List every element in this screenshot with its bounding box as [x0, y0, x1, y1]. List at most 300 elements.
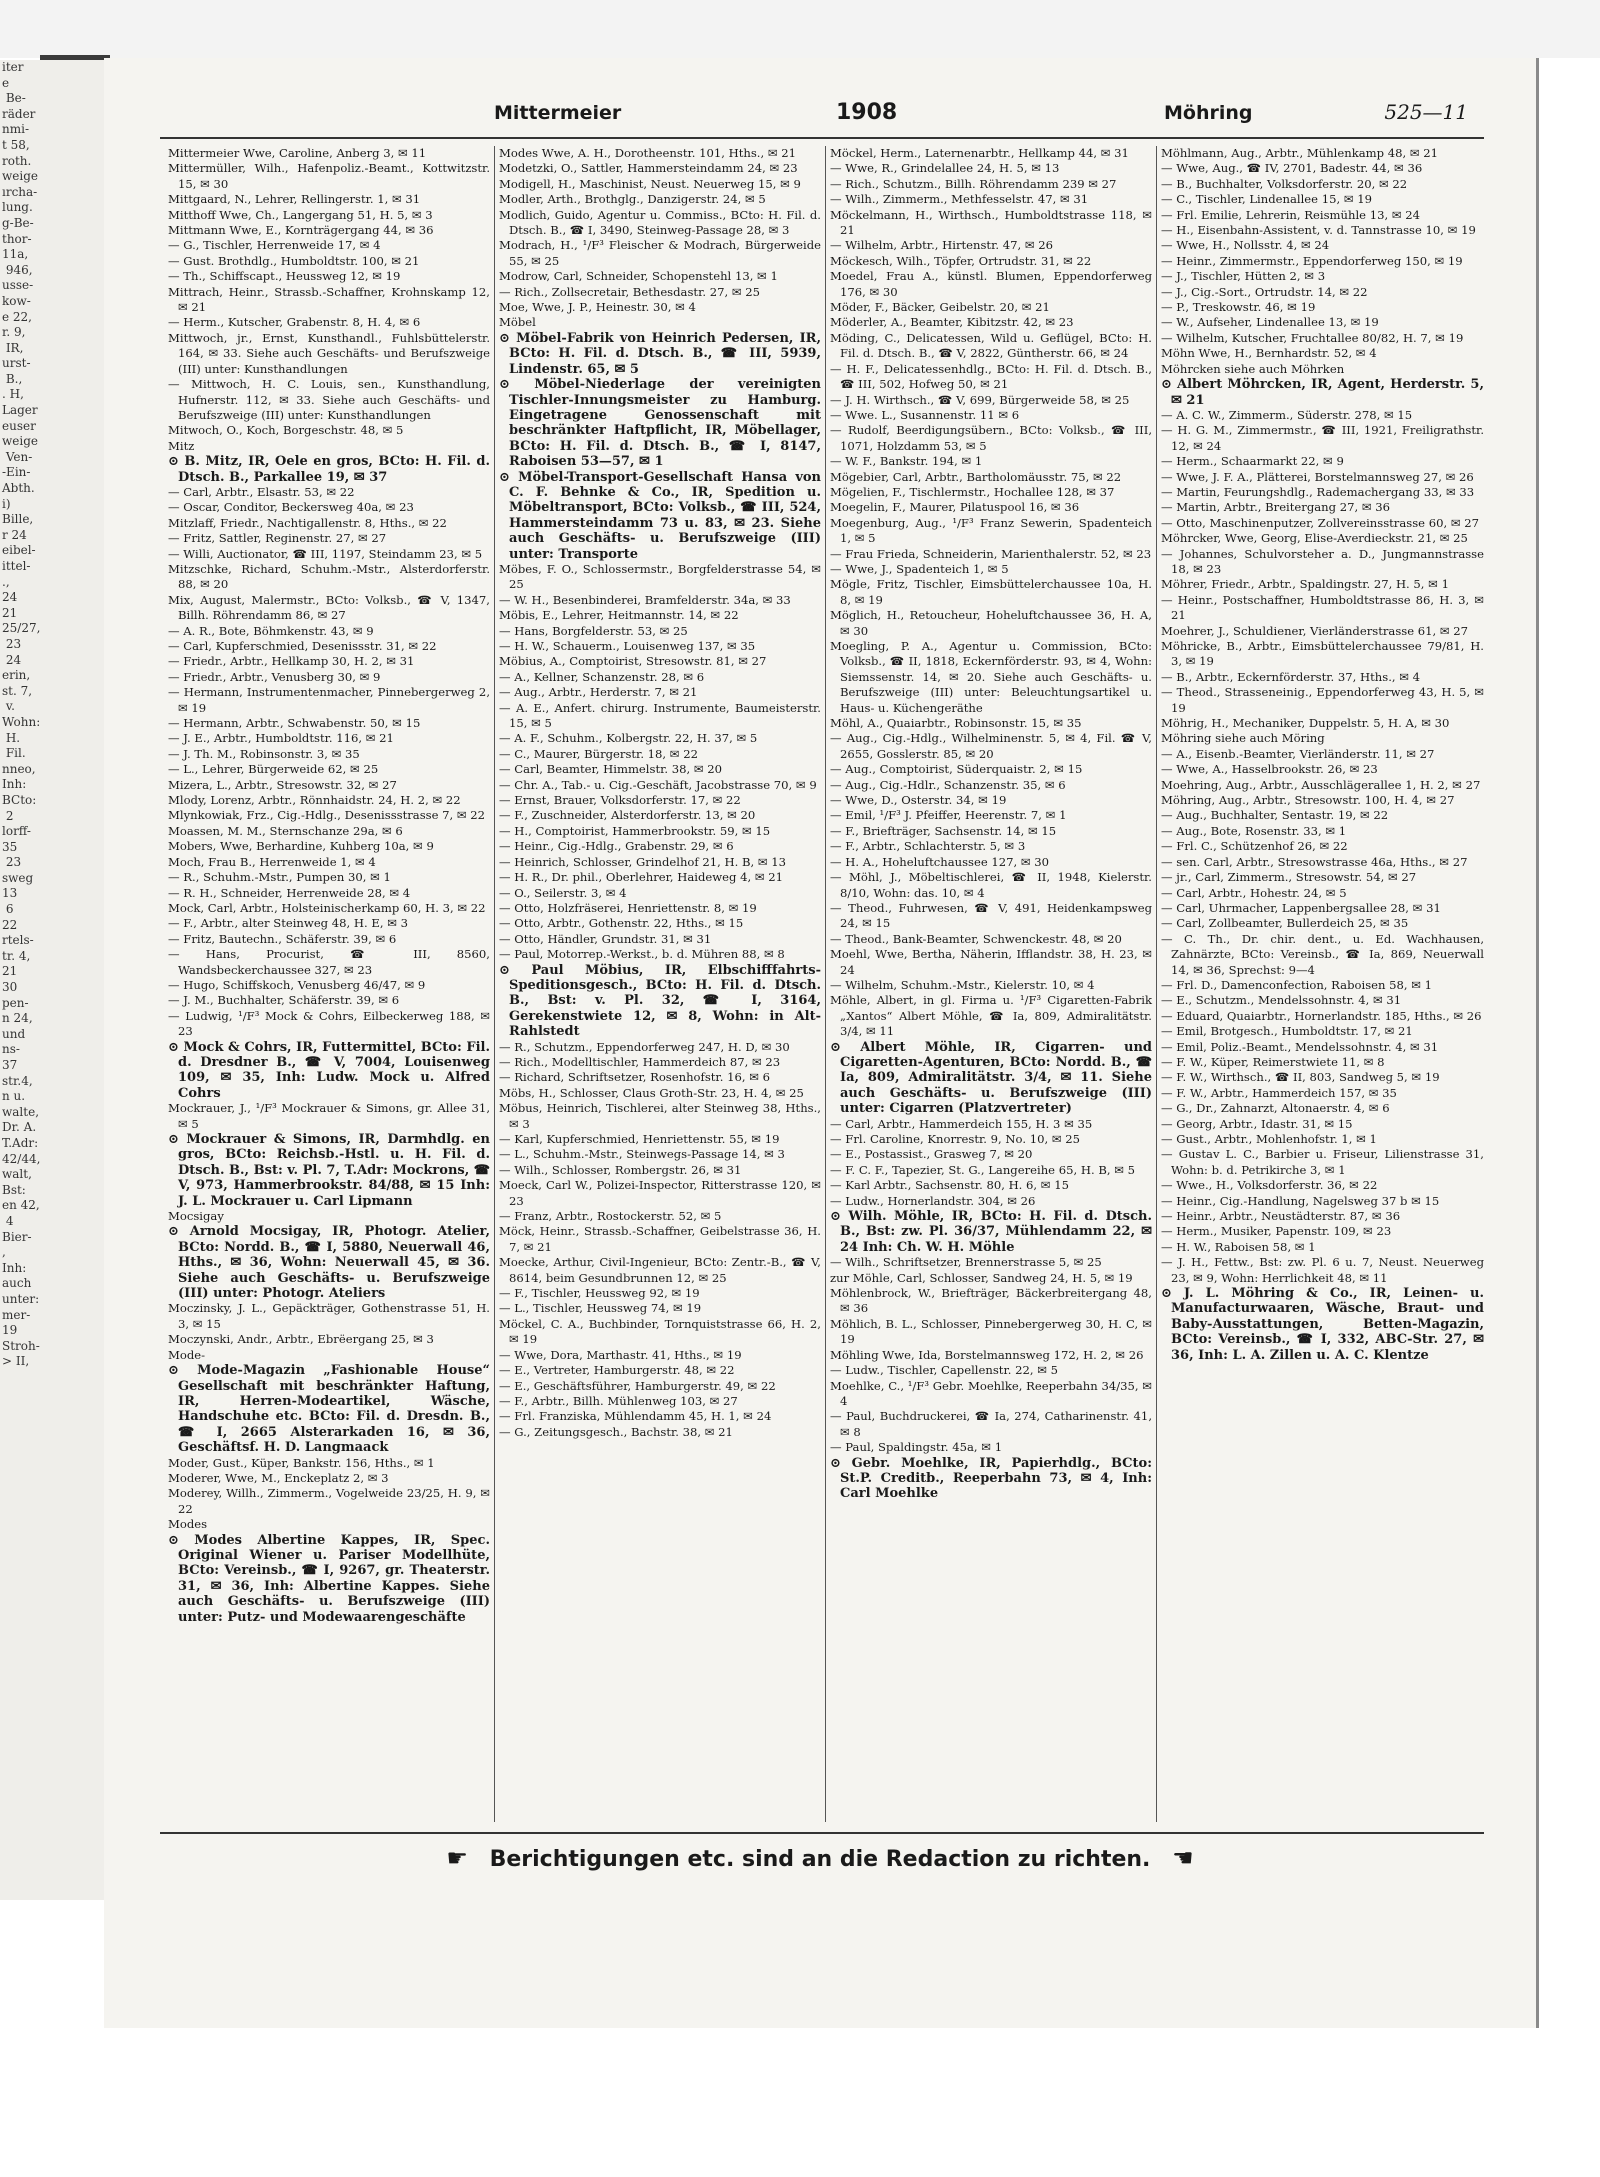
directory-entry: ⊙ Wilh. Möhle, IR, BCto: H. Fil. d. Dtsch. B., Bst: zw. Pl. 36/37, Mühlendamm 22, ✉ 24 Inh: Ch. W. H. Möhle [830, 1209, 1152, 1255]
directory-entry: — Wilh., Schriftsetzer, Brennerstrasse 5, ✉ 25 [830, 1255, 1102, 1270]
directory-entry: Möbus, Heinrich, Tischlerei, alter Steinweg 38, Hths., ✉ 3 [499, 1101, 821, 1131]
margin-fragment: walt, [2, 1167, 32, 1182]
directory-entry: — Frau Frieda, Schneiderin, Marienthalerstr. 52, ✉ 23 [830, 546, 1152, 561]
directory-entry: — Johannes, Schulvorsteher a. D., Jungmannstrasse 18, ✉ 23 [1161, 546, 1484, 576]
directory-entry: — Martin, Arbtr., Breitergang 27, ✉ 36 [1161, 500, 1391, 515]
margin-fragment: Bier- [2, 1229, 32, 1244]
directory-entry: — H. G. M., Zimmermstr., ☎ III, 1921, Freiligrathstr. 12, ✉ 24 [1161, 423, 1484, 453]
margin-fragment: g-Be- [2, 215, 34, 230]
directory-entry: — Wilhelm, Schuhm.-Mstr., Kielerstr. 10, ✉ 4 [830, 977, 1095, 992]
directory-entry: — Georg, Arbtr., Idastr. 31, ✉ 15 [1161, 1116, 1353, 1131]
directory-entry: — Friedr., Arbtr., Hellkamp 30, H. 2, ✉ 31 [168, 654, 415, 669]
margin-fragment: und [2, 1026, 26, 1041]
directory-entry: — Wwe, J., Spadenteich 1, ✉ 5 [830, 561, 1009, 576]
directory-entry: — A. R., Bote, Böhmkenstr. 43, ✉ 9 [168, 623, 374, 638]
directory-entry: Möhlich, B. L., Schlosser, Pinnebergerweg 30, H. C, ✉ 19 [830, 1316, 1152, 1347]
directory-entry: — Wwe, H., Nollsstr. 4, ✉ 24 [1161, 238, 1330, 253]
margin-fragment: Fil. [2, 746, 26, 761]
directory-entry: — Wwe, R., Grindelallee 24, H. 5, ✉ 13 [830, 161, 1060, 176]
margin-fragment: 30 [2, 980, 18, 995]
directory-entry: Modes Wwe, A. H., Dorotheenstr. 101, Hths., ✉ 21 [499, 146, 797, 160]
directory-entry: Möhrig, H., Mechaniker, Duppelstr. 5, H. A, ✉ 30 [1161, 716, 1450, 731]
directory-entry: — Carl, Beamter, Himmelstr. 38, ✉ 20 [499, 762, 723, 777]
directory-entry: — Willi, Auctionator, ☎ III, 1197, Steindamm 23, ✉ 5 [168, 546, 483, 561]
margin-fragment: Lager [2, 403, 38, 418]
directory-entry: ⊙ Modes Albertine Kappes, IR, Spec. Original Wiener u. Pariser Modellhüte, BCto: Vereinsb., ☎ I, 9267, gr. Theaterstr. 31, ✉ 36, Inh: Albertine Kappes. Siehe auch Geschäfts- u. Berufszweige (III) unter: Putz- und Modewaarengeschäfte [168, 1532, 490, 1625]
directory-entry: — L., Schuhm.-Mstr., Steinwegs-Passage 14, ✉ 3 [499, 1147, 785, 1162]
directory-entry: Möhl, A., Quaiarbtr., Robinsonstr. 15, ✉ 35 [830, 716, 1082, 731]
margin-fragment: 24 [2, 652, 22, 667]
directory-entry: — C., Tischler, Lindenallee 15, ✉ 19 [1161, 192, 1372, 207]
directory-entry: Mockrauer, J., ¹/F³ Mockrauer & Simons, gr. Allee 31, ✉ 5 [168, 1101, 490, 1131]
directory-entry: — H., Comptoirist, Hammerbrookstr. 59, ✉ 15 [499, 823, 771, 838]
directory-entry: — Heinr., Arbtr., Neustädterstr. 87, ✉ 36 [1161, 1209, 1401, 1224]
directory-entry: — A. E., Anfert. chirurg. Instrumente, Baumeisterstr. 15, ✉ 5 [499, 700, 821, 731]
margin-fragment: rtels- [2, 933, 34, 948]
directory-entry: — Herm., Kutscher, Grabenstr. 8, H. 4, ✉ 6 [168, 315, 421, 330]
margin-fragment: n 24, [2, 1011, 33, 1026]
margin-fragment: st. 7, [2, 683, 33, 698]
running-head-last-entry: Möhring [1164, 102, 1253, 124]
directory-entry: Mögle, Fritz, Tischler, Eimsbüttelerchaussee 10a, H. 8, ✉ 19 [830, 577, 1152, 607]
margin-fragment: i) [2, 496, 11, 511]
directory-entry: Möhlenbrock, W., Briefträger, Bäckerbreitergang 48, ✉ 36 [830, 1286, 1152, 1316]
directory-entry: — Martin, Feurungshdlg., Rademachergang 33, ✉ 33 [1161, 484, 1475, 499]
directory-entry: — E., Schutzm., Mendelssohnstr. 4, ✉ 31 [1161, 993, 1402, 1008]
directory-entry: — J. H. Wirthsch., ☎ V, 699, Bürgerweide 58, ✉ 25 [830, 392, 1130, 407]
margin-fragment: 946, [2, 262, 33, 277]
margin-fragment: usse- [2, 278, 34, 293]
directory-entry: — Rich., Zollsecretair, Bethesdastr. 27, ✉ 25 [499, 284, 760, 299]
directory-entry: — Carl, Arbtr., Hammerdeich 155, H. 3 ✉ 35 [830, 1116, 1093, 1131]
margin-fragment: 19 [2, 1323, 18, 1338]
margin-fragment: 21 [2, 605, 18, 620]
margin-fragment: kow- [2, 293, 31, 308]
directory-entry: — J. H., Fettw., Bst: zw. Pl. 6 u. 7, Neust. Neuerweg 23, ✉ 9, Wohn: Herrlichkeit 48, ✉ 11 [1161, 1255, 1484, 1285]
directory-entry: — F., Briefträger, Sachsenstr. 14, ✉ 15 [830, 823, 1057, 838]
directory-entry: — E., Geschäftsführer, Hamburgerstr. 49, ✉ 22 [499, 1378, 776, 1393]
directory-entry: — Hermann, Arbtr., Schwabenstr. 50, ✉ 15 [168, 716, 421, 731]
directory-entry: — Ludw., Hornerlandstr. 304, ✉ 26 [830, 1193, 1036, 1208]
directory-entry: Modlich, Guido, Agentur u. Commiss., BCto: H. Fil. d. Dtsch. B., ☎ I, 3490, Steinweg-Passage 28, ✉ 3 [499, 207, 821, 238]
margin-fragment: ., [2, 574, 10, 589]
directory-entry: — Fritz, Sattler, Reginenstr. 27, ✉ 27 [168, 531, 387, 546]
margin-fragment: BCto: [2, 792, 37, 807]
margin-fragment: Ven- [2, 449, 33, 464]
directory-entry: Moczinsky, J. L., Gepäckträger, Gothenstrasse 51, H. 3, ✉ 15 [168, 1301, 490, 1331]
margin-fragment: ittel- [2, 559, 31, 573]
directory-entry: — F. W., Wirthsch., ☎ II, 803, Sandweg 5, ✉ 19 [1161, 1070, 1440, 1085]
directory-entry: — Carl, Arbtr., Hohestr. 24, ✉ 5 [1161, 885, 1347, 900]
directory-entry: — Heinr., Zimmermstr., Eppendorferweg 150, ✉ 19 [1161, 253, 1463, 268]
directory-entry: Möbel [499, 315, 536, 330]
directory-entry: ⊙ Möbel-Fabrik von Heinrich Pedersen, IR, BCto: H. Fil. d. Dtsch. B., ☎ III, 5939, Lindenstr. 65, ✉ 5 [499, 330, 821, 377]
directory-entry: — Frl. D., Damenconfection, Raboisen 58, ✉ 1 [1161, 977, 1433, 992]
directory-entry: — Emil, Poliz.-Beamt., Mendelssohnstr. 4, ✉ 31 [1161, 1039, 1439, 1054]
directory-entry: — Karl Arbtr., Sachsenstr. 80, H. 6, ✉ 15 [830, 1178, 1069, 1193]
directory-entry: Moder, Gust., Küper, Bankstr. 156, Hths., ✉ 1 [168, 1455, 435, 1470]
directory-entry: ⊙ Paul Möbius, IR, Elbschifffahrts-Speditionsgesch., BCto: H. Fil. d. Dtsch. B., Bst: v. Pl. 32, ☎ I, 3164, Gerekenstwiete 12, ✉ 8, Wohn: in Alt-Rahlstedt [499, 962, 821, 1040]
directory-entry: ⊙ Möbel-Transport-Gesellschaft Hansa von C. F. Behnke & Co., IR, Spedition u. Möbeltransport, BCto: Volksb., ☎ III, 524, Hammersteindamm 73 u. 83, ✉ 23. Siehe auch Geschäfts- u. Berufszweige (III) unter: Transporte [499, 469, 821, 562]
directory-entry: — E., Vertreter, Hamburgerstr. 48, ✉ 22 [499, 1363, 735, 1378]
directory-entry: — H. R., Dr. phil., Oberlehrer, Haideweg 4, ✉ 21 [499, 870, 784, 885]
directory-entry: — A. C. W., Zimmerm., Süderstr. 278, ✉ 15 [1161, 407, 1413, 422]
directory-entry: — Frl. Caroline, Knorrestr. 9, No. 10, ✉ 25 [830, 1132, 1080, 1146]
directory-entry: — H. A., Hoheluftchaussee 127, ✉ 30 [830, 854, 1050, 869]
directory-entry: — B., Arbtr., Eckernförderstr. 37, Hths., ✉ 4 [1161, 669, 1421, 684]
directory-entry: — Emil, ¹/F³ J. Pfeiffer, Heerenstr. 7, ✉ 1 [830, 808, 1067, 823]
directory-column-4 [1157, 146, 1488, 1822]
margin-fragment: e [2, 75, 10, 90]
directory-entry: — Ludw., Tischler, Capellenstr. 22, ✉ 5 [830, 1363, 1058, 1378]
margin-fragment: mer- [2, 1307, 31, 1322]
directory-entry: — Karl, Kupferschmied, Henriettenstr. 55, ✉ 19 [499, 1132, 780, 1146]
directory-column-2 [495, 146, 826, 1822]
directory-entry: — P., Treskowstr. 46, ✉ 19 [1161, 300, 1316, 315]
margin-fragment: urst- [2, 356, 31, 371]
directory-entry: — Fritz, Bautechn., Schäferstr. 39, ✉ 6 [168, 931, 397, 946]
footer-notice [104, 1844, 1536, 1872]
directory-entry: Mitz [168, 438, 195, 453]
directory-entry: — Rich., Schutzm., Billh. Röhrendamm 239 ✉ 27 [830, 176, 1117, 191]
margin-fragment: ns- [2, 1042, 20, 1057]
directory-entry: Möckesch, Wilh., Töpfer, Ortrudstr. 31, ✉ 22 [830, 253, 1092, 268]
directory-entry: Mitzschke, Richard, Schuhm.-Mstr., Alsterdorferstr. 88, ✉ 20 [168, 561, 490, 592]
margin-fragment: thor- [2, 231, 32, 246]
margin-fragment: Inh: [2, 1260, 27, 1275]
directory-entry: — Emil, Brotgesch., Humboldtstr. 17, ✉ 21 [1161, 1024, 1413, 1039]
directory-entry: Mitthoff Wwe, Ch., Langergang 51, H. 5, ✉ 3 [168, 207, 433, 222]
directory-entry: Moassen, M. M., Sternschanze 29a, ✉ 6 [168, 823, 403, 838]
directory-entry: — Friedr., Arbtr., Venusberg 30, ✉ 9 [168, 669, 381, 684]
directory-entry: — Wwe, A., Hasselbrookstr. 26, ✉ 23 [1161, 762, 1378, 777]
margin-fragment: en 42, [2, 1198, 40, 1213]
directory-entry: — L., Lehrer, Bürgerweide 62, ✉ 25 [168, 762, 379, 777]
directory-entry: — H. W., Schauerm., Louisenweg 137, ✉ 35 [499, 639, 756, 653]
directory-entry: — Heinr., Cig.-Hdlg., Grabenstr. 29, ✉ 6 [499, 839, 734, 854]
directory-entry: Mocsigay [168, 1209, 224, 1224]
margin-fragment: eibel- [2, 543, 36, 558]
directory-entry: — jr., Carl, Zimmerm., Stresowstr. 54, ✉ 27 [1161, 870, 1417, 885]
directory-entry: — Wwe., H., Volksdorferstr. 36, ✉ 22 [1161, 1178, 1378, 1193]
directory-entry: — Wwe, D., Osterstr. 34, ✉ 19 [830, 793, 1007, 808]
directory-entry: — Paul, Buchdruckerei, ☎ Ia, 274, Catharinenstr. 41, ✉ 8 [830, 1409, 1152, 1439]
directory-entry: — Hermann, Instrumentenmacher, Pinnebergerweg 2, ✉ 19 [168, 685, 490, 715]
directory-entry: Moehring, Aug., Arbtr., Ausschlägerallee 1, H. 2, ✉ 27 [1161, 777, 1481, 792]
directory-entry: Mitzlaff, Friedr., Nachtigallenstr. 8, Hths., ✉ 22 [168, 515, 447, 530]
margin-fragment: str.4, [2, 1073, 33, 1088]
directory-entry: — B., Buchhalter, Volksdorferstr. 20, ✉ 22 [1161, 176, 1408, 191]
directory-entry: — Franz, Arbtr., Rostockerstr. 52, ✉ 5 [499, 1209, 722, 1224]
directory-entry: — J. Th. M., Robinsonstr. 3, ✉ 35 [168, 746, 360, 761]
directory-entry: Möckel, C. A., Buchbinder, Tornquiststrasse 66, H. 2, ✉ 19 [499, 1316, 821, 1347]
directory-entry: Möglich, H., Retoucheur, Hoheluftchaussee 36, H. A, ✉ 30 [830, 608, 1152, 638]
margin-fragment: Bst: [2, 1182, 26, 1197]
directory-entry: Möhling Wwe, Ida, Borstelmannsweg 172, H. 2, ✉ 26 [830, 1347, 1144, 1362]
pointing-hand-right-icon: ☚ [1172, 1844, 1194, 1872]
directory-entry: — Gust. Brothdlg., Humboldtstr. 100, ✉ 21 [168, 253, 420, 268]
margin-fragment: unter: [2, 1291, 40, 1306]
directory-entry: — W., Aufseher, Lindenallee 13, ✉ 19 [1161, 315, 1379, 330]
directory-entry: Möderler, A., Beamter, Kibitzstr. 42, ✉ 23 [830, 315, 1074, 330]
directory-entry: ⊙ Gebr. Moehlke, IR, Papierhdlg., BCto: St.P. Creditb., Reeperbahn 73, ✉ 4, Inh: Carl Moehlke [830, 1455, 1152, 1502]
directory-entry: — Rudolf, Beerdigungsübern., BCto: Volksb., ☎ III, 1071, Holzdamm 53, ✉ 5 [830, 423, 1152, 453]
directory-entry: — R., Schutzm., Eppendorferweg 247, H. D, ✉ 30 [499, 1039, 790, 1054]
directory-entry: Moegelin, F., Maurer, Pilatuspool 16, ✉ 36 [830, 500, 1080, 515]
directory-entry: — J. E., Arbtr., Humboldtstr. 116, ✉ 21 [168, 731, 394, 746]
directory-entry: — Wwe, Dora, Marthastr. 41, Hths., ✉ 19 [499, 1347, 742, 1362]
directory-entry: ⊙ Arnold Mocsigay, IR, Photogr. Atelier, BCto: Nordd. B., ☎ I, 5880, Neuerwall 46, Hths., ✉ 36, Wohn: Neuerwall 45, ✉ 36. Siehe auch Geschäfts- u. Berufszweige (III) unter: Photogr. Ateliers [168, 1224, 490, 1302]
margin-fragment: ırcha- [2, 184, 38, 199]
directory-entry: Moedel, Frau A., künstl. Blumen, Eppendorferweg 176, ✉ 30 [830, 269, 1152, 299]
margin-fragment: H. [2, 730, 21, 745]
directory-entry: Modigell, H., Maschinist, Neust. Neuerweg 15, ✉ 9 [499, 176, 801, 191]
directory-entry: Möckel, Herm., Laternenarbtr., Hellkamp 44, ✉ 31 [830, 146, 1129, 160]
directory-entry: — Carl, Kupferschmied, Desenissstr. 31, ✉ 22 [168, 639, 437, 653]
directory-entry: Mlody, Lorenz, Arbtr., Rönnhaidstr. 24, H. 2, ✉ 22 [168, 793, 461, 808]
directory-entry: — Heinrich, Schlosser, Grindelhof 21, H. B, ✉ 13 [499, 854, 787, 869]
directory-entry: Moegling, P. A., Agentur u. Commission, BCto: Volksb., ☎ II, 1818, Eckernförderstr. 93, ✉ 4, Wohn: Siemssenstr. 14, ✉ 20. Siehe auch Geschäfts- u. Berufszweige (III) unter: Beleuchtungsartikel u. Haus- u. Küchengeräthe [830, 639, 1152, 715]
margin-fragment: n u. [2, 1089, 26, 1104]
directory-entry: — C. Th., Dr. chir. dent., u. Ed. Wachhausen, Zahnärzte, BCto: Vereinsb., ☎ Ia, 869, Neuerwall 14, ✉ 36, Sprechst: 9—4 [1161, 931, 1484, 977]
header-rule [160, 137, 1484, 139]
directory-entry: Moegenburg, Aug., ¹/F³ Franz Sewerin, Spadenteich 1, ✉ 5 [830, 515, 1152, 546]
directory-entry: — Wwe. L., Susannenstr. 11 ✉ 6 [830, 407, 1020, 422]
directory-entry: — Aug., Cig.-Hdlg., Wilhelminenstr. 5, ✉ 4, Fil. ☎ V, 2655, Gosslerstr. 85, ✉ 20 [830, 731, 1152, 761]
directory-entry: — Frl. C., Schützenhof 26, ✉ 22 [1161, 839, 1348, 854]
directory-entry: Möhricke, B., Arbtr., Eimsbüttelerchaussee 79/81, H. 3, ✉ 19 [1161, 639, 1484, 669]
directory-entry: — F., Zuschneider, Alsterdorferstr. 13, ✉ 20 [499, 808, 756, 823]
directory-entry: Mögelien, F., Tischlermstr., Hochallee 128, ✉ 37 [830, 484, 1115, 499]
directory-entry: — Theod., Bank-Beamter, Schwenckestr. 48, ✉ 20 [830, 931, 1122, 946]
margin-fragment: lorff- [2, 824, 31, 839]
directory-entry: — Ludwig, ¹/F³ Mock & Cohrs, Eilbeckerweg 188, ✉ 23 [168, 1008, 490, 1039]
directory-entry: — Aug., Cig.-Hdlr., Schanzenstr. 35, ✉ 6 [830, 777, 1066, 792]
directory-entry: Möhrer, Friedr., Arbtr., Spaldingstr. 27, H. 5, ✉ 1 [1161, 577, 1449, 592]
margin-fragment: sweg [2, 870, 34, 885]
directory-entry: — Wwe, J. F. A., Plätterei, Borstelmannsweg 27, ✉ 26 [1161, 469, 1474, 484]
directory-entry: — Carl, Zollbeamter, Bullerdeich 25, ✉ 35 [1161, 916, 1409, 931]
directory-entry: zur Möhle, Carl, Schlosser, Sandweg 24, H. 5, ✉ 19 [830, 1270, 1133, 1285]
directory-entry: — R., Schuhm.-Mstr., Pumpen 30, ✉ 1 [168, 870, 391, 885]
directory-entry: — H., Eisenbahn-Assistent, v. d. Tannstrasse 10, ✉ 19 [1161, 223, 1476, 238]
margin-fragment: roth. [2, 153, 32, 168]
directory-entry: — Wwe, Aug., ☎ IV, 2701, Badestr. 44, ✉ 36 [1161, 161, 1423, 176]
margin-fragment: Abth. [2, 481, 35, 496]
directory-entry: Modetzki, O., Sattler, Hammersteindamm 24, ✉ 23 [499, 161, 798, 176]
margin-fragment: > II, [2, 1354, 30, 1369]
directory-entry: — Gust., Arbtr., Mohlenhofstr. 1, ✉ 1 [1161, 1132, 1377, 1146]
margin-fragment: t 58, [2, 137, 30, 152]
directory-entry: — G., Tischler, Herrenweide 17, ✉ 4 [168, 238, 381, 253]
directory-entry: Mittermüller, Wilh., Hafenpoliz.-Beamt., Kottwitzstr. 15, ✉ 30 [168, 161, 490, 191]
directory-entry: Möbs, H., Schlosser, Claus Groth-Str. 23, H. 4, ✉ 25 [499, 1085, 804, 1100]
directory-entry: — E., Postassist., Grasweg 7, ✉ 20 [830, 1147, 1033, 1162]
directory-entry: — Theod., Fuhrwesen, ☎ V, 491, Heidenkampsweg 24, ✉ 15 [830, 900, 1152, 931]
margin-fragment: weige [2, 169, 38, 184]
directory-entry: — J., Tischler, Hütten 2, ✉ 3 [1161, 269, 1326, 284]
margin-fragment: r 24 [2, 527, 27, 542]
directory-entry: — Hans, Borgfelderstr. 53, ✉ 25 [499, 623, 688, 638]
directory-entry: — Otto, Holzfräserei, Henriettenstr. 8, ✉ 19 [499, 900, 757, 915]
margin-fragment: 2 [2, 808, 14, 823]
directory-entry: Moderer, Wwe, M., Enckeplatz 2, ✉ 3 [168, 1470, 389, 1485]
margin-fragment: Be- [2, 91, 26, 106]
directory-entry: Mix, August, Malermstr., BCto: Volksb., ☎ V, 1347, Billh. Röhrendamm 86, ✉ 27 [168, 592, 490, 623]
margin-fragment: 21 [2, 964, 18, 979]
margin-fragment: Inh: [2, 777, 27, 792]
directory-entry: Mode- [168, 1347, 206, 1362]
margin-fragment: -Ein- [2, 465, 31, 480]
directory-entry: Moderey, Willh., Zimmerm., Vogelweide 23/25, H. 9, ✉ 22 [168, 1486, 490, 1516]
directory-entry: Mobers, Wwe, Berhardine, Kuhberg 10a, ✉ 9 [168, 839, 434, 854]
directory-entry: — Aug., Arbtr., Herderstr. 7, ✉ 21 [499, 685, 698, 700]
directory-entry: Moch, Frau B., Herrenweide 1, ✉ 4 [168, 854, 376, 869]
margin-fragment: tr. 4, [2, 948, 31, 963]
directory-entry: — F. W., Küper, Reimerstwiete 11, ✉ 8 [1161, 1054, 1385, 1069]
directory-column-3 [826, 146, 1157, 1822]
directory-entry: — W. F., Bankstr. 194, ✉ 1 [830, 454, 983, 469]
directory-entry: ⊙ J. L. Möhring & Co., IR, Leinen- u. Manufacturwaaren, Wäsche, Braut- und Baby-Ausstattungen, Betten-Magazin, BCto: Vereinsb., ☎ I, 332, ABC-Str. 27, ✉ 36, Inh: L. A. Zillen u. A. C. Klentze [1161, 1286, 1484, 1363]
directory-entry: — Mittwoch, H. C. Louis, sen., Kunsthandlung, Hufnerstr. 112, ✉ 33. Siehe auch Geschäfts- und Berufszweige (III) unter: Kunsthandlungen [168, 377, 490, 422]
directory-entry: — H. F., Delicatessenhdlg., BCto: H. Fil. d. Dtsch. B., ☎ III, 502, Hofweg 50, ✉ 21 [830, 361, 1152, 392]
margin-fragment: Wohn: [2, 714, 41, 729]
margin-fragment: 23 [2, 636, 22, 651]
margin-fragment: 4 [2, 1213, 14, 1228]
directory-entry: — Eduard, Quaiarbtr., Hornerlandstr. 185, Hths., ✉ 26 [1161, 1008, 1482, 1023]
margin-fragment: weige [2, 434, 38, 449]
directory-entry: — Otto, Maschinenputzer, Zollvereinsstrasse 60, ✉ 27 [1161, 515, 1479, 530]
directory-entry: — Wilhelm, Kutscher, Fruchtallee 80/82, H. 7, ✉ 19 [1161, 330, 1464, 345]
directory-entry: Möbis, E., Lehrer, Heitmannstr. 14, ✉ 22 [499, 608, 739, 623]
margin-fragment: r. 9, [2, 325, 26, 340]
margin-fragment: Bille, [2, 512, 34, 527]
directory-entry: ⊙ B. Mitz, IR, Oele en gros, BCto: H. Fil. d. Dtsch. B., Parkallee 19, ✉ 37 [168, 454, 490, 485]
directory-entry: Mizera, L., Arbtr., Stresowstr. 32, ✉ 27 [168, 777, 397, 792]
margin-fragment: 24 [2, 590, 18, 605]
directory-entry: — J., Cig.-Sort., Ortrudstr. 14, ✉ 22 [1161, 284, 1368, 299]
directory-entry: — Chr. A., Tab.- u. Cig.-Geschäft, Jacobstrasse 70, ✉ 9 [499, 777, 817, 792]
directory-entry: — Rich., Modelltischler, Hammerdeich 87, ✉ 23 [499, 1054, 781, 1069]
directory-entry: — Frl. Emilie, Lehrerin, Reismühle 13, ✉ 24 [1161, 207, 1420, 222]
directory-entry: — F., Arbtr., Schlachterstr. 5, ✉ 3 [830, 839, 1026, 854]
margin-fragment: nmi- [2, 122, 29, 137]
directory-entry: ⊙ Mode-Magazin „Fashionable House“ Gesellschaft mit beschränkter Haftung, IR, Herren-Modeartikel, Wäsche, Handschuhe etc. BCto: Fil. d. Dresdn. B., ☎ I, 2665 Alsterarkaden 16, ✉ 36, Geschäftsf. H. D. Langmaack [168, 1363, 490, 1456]
directory-entry: — Carl, Arbtr., Elsastr. 53, ✉ 22 [168, 484, 355, 499]
margin-fragment: auch [2, 1276, 32, 1291]
directory-page [104, 58, 1539, 2028]
directory-entry: — Möhl, J., Möbeltischlerei, ☎ II, 1948, Kielerstr. 8/10, Wohn: das. 10, ✉ 4 [830, 870, 1152, 900]
directory-entry: — sen. Carl, Arbtr., Stresowstrasse 46a, Hths., ✉ 27 [1161, 854, 1468, 869]
directory-entry: — O., Seilerstr. 3, ✉ 4 [499, 885, 627, 900]
margin-fragment: Stroh- [2, 1338, 40, 1353]
directory-entry: Mittrach, Heinr., Strassb.-Schaffner, Krohnskamp 12, ✉ 21 [168, 284, 490, 315]
margin-fragment: räder [2, 106, 36, 121]
margin-fragment: euser [2, 418, 36, 433]
directory-entry: Mittmann Wwe, E., Kornträgergang 44, ✉ 36 [168, 223, 434, 238]
directory-entry: — F. W., Arbtr., Hammerdeich 157, ✉ 35 [1161, 1085, 1397, 1100]
directory-entry: Modler, Arth., Brothglg., Danzigerstr. 24, ✉ 5 [499, 192, 766, 207]
directory-entry: — Wilh., Zimmerm., Methfesselstr. 47, ✉ 31 [830, 192, 1089, 207]
margin-fragment: lung. [2, 200, 33, 215]
directory-entry: — Hugo, Schiffskoch, Venusberg 46/47, ✉ 9 [168, 977, 426, 992]
margin-fragment: v. [2, 699, 15, 714]
margin-fragment: Dr. A. [2, 1120, 37, 1135]
margin-fragment: 37 [2, 1058, 18, 1072]
directory-entry: Moehrer, J., Schuldiener, Vierländerstrasse 61, ✉ 27 [1161, 623, 1469, 638]
directory-entry: Möhlmann, Aug., Arbtr., Mühlenkamp 48, ✉ 21 [1161, 146, 1439, 160]
directory-entry: Mlynkowiak, Frz., Cig.-Hdlg., Desenissstrasse 7, ✉ 22 [168, 808, 486, 823]
running-head [164, 102, 1506, 142]
directory-entry: Möbius, A., Comptoirist, Stresowstr. 81, ✉ 27 [499, 654, 767, 669]
margin-fragment: . H, [2, 387, 24, 402]
directory-column-1 [164, 146, 495, 1822]
directory-entry: — Aug., Bote, Rosenstr. 33, ✉ 1 [1161, 823, 1347, 838]
margin-fragment: erin, [2, 668, 31, 683]
directory-entry: — Paul, Motorrep.-Werkst., b. d. Mühren 88, ✉ 8 [499, 947, 785, 962]
directory-entry: Mittermeier Wwe, Caroline, Anberg 3, ✉ 11 [168, 146, 427, 160]
directory-entry: — Oscar, Conditor, Beckersweg 40a, ✉ 23 [168, 500, 414, 515]
directory-entry: Möhrcker, Wwe, Georg, Elise-Averdieckstr. 21, ✉ 25 [1161, 531, 1468, 546]
directory-entry: — A., Kellner, Schanzenstr. 28, ✉ 6 [499, 669, 705, 684]
directory-entry: — Heinr., Cig.-Handlung, Nagelsweg 37 b ✉ 15 [1161, 1193, 1440, 1208]
directory-entry: ⊙ Möbel-Niederlage der vereinigten Tischler-Innungsmeister zu Hamburg. Eingetragene Genossenschaft mit beschränkter Haftpflicht, IR, Möbellager, BCto: H. Fil. d. Dtsch. B., ☎ I, 8147, Raboisen 53—57, ✉ 1 [499, 377, 821, 470]
directory-entry: ⊙ Albert Möhrcken, IR, Agent, Herderstr. 5, ✉ 21 [1161, 377, 1484, 408]
margin-fragment: 11a, [2, 247, 29, 262]
directory-entry: Möding, C., Delicatessen, Wild u. Geflügel, BCto: H. Fil. d. Dtsch. B., ☎ V, 2822, Güntherstr. 66, ✉ 24 [830, 330, 1152, 361]
directory-entry: Möhrcken siehe auch Möhrken [1161, 361, 1345, 376]
directory-entry: — Wilh., Schlosser, Rombergstr. 26, ✉ 31 [499, 1162, 742, 1177]
directory-entry: Möder, F., Bäcker, Geibelstr. 20, ✉ 21 [830, 300, 1050, 315]
margin-fragment: 13 [2, 886, 18, 901]
directory-entry: — Otto, Händler, Grundstr. 31, ✉ 31 [499, 931, 712, 946]
directory-entry: Moehlke, C., ¹/F³ Gebr. Moehlke, Reeperbahn 34/35, ✉ 4 [830, 1378, 1152, 1408]
directory-columns [164, 146, 1490, 1822]
directory-entry: Moe, Wwe, J. P., Heinestr. 30, ✉ 4 [499, 300, 696, 315]
directory-entry: — A. F., Schuhm., Kolbergstr. 22, H. 37, ✉ 5 [499, 731, 758, 746]
directory-entry: — C., Maurer, Bürgerstr. 18, ✉ 22 [499, 746, 698, 761]
directory-entry: Möhn Wwe, H., Bernhardstr. 52, ✉ 4 [1161, 346, 1377, 361]
margin-fragment: 35 [2, 839, 18, 854]
running-head-first-entry: Mittermeier [494, 102, 622, 124]
previous-page-margin [0, 60, 109, 1900]
margin-fragment: 42/44, [2, 1151, 41, 1166]
directory-entry: Moeck, Carl W., Polizei-Inspector, Ritterstrasse 120, ✉ 23 [499, 1178, 821, 1208]
directory-entry: — Herm., Musiker, Papenstr. 109, ✉ 23 [1161, 1224, 1392, 1239]
directory-entry: Mitwoch, O., Koch, Borgeschstr. 48, ✉ 5 [168, 423, 404, 438]
directory-entry: Modes [168, 1517, 208, 1532]
footer-rule [160, 1832, 1484, 1834]
directory-entry: — Paul, Spaldingstr. 45a, ✉ 1 [830, 1440, 1003, 1455]
margin-fragment: 25/27, [2, 621, 41, 636]
directory-entry: Mittwoch, jr., Ernst, Kunsthandl., Fuhlsbüttelerstr. 164, ✉ 33. Siehe auch Geschäfts- und Berufszweige (III) unter: Kunsthandlungen [168, 330, 490, 376]
directory-entry: — H. W., Raboisen 58, ✉ 1 [1161, 1239, 1316, 1254]
directory-entry: Mock, Carl, Arbtr., Holsteinischerkamp 60, H. 3, ✉ 22 [168, 900, 486, 915]
pointing-hand-left-icon: ☛ [446, 1844, 468, 1872]
directory-entry: — Richard, Schriftsetzer, Rosenhofstr. 16, ✉ 6 [499, 1070, 770, 1085]
running-head-year: 1908 [836, 100, 898, 125]
directory-entry: Möckelmann, H., Wirthsch., Humboldtstrasse 118, ✉ 21 [830, 207, 1152, 238]
margin-fragment: 6 [2, 902, 14, 917]
directory-entry: — F., Arbtr., Billh. Mühlenweg 103, ✉ 27 [499, 1393, 738, 1408]
directory-entry: — R. H., Schneider, Herrenweide 28, ✉ 4 [168, 885, 411, 900]
directory-entry: ⊙ Mock & Cohrs, IR, Futtermittel, BCto: Fil. d. Dresdner B., ☎ V, 7004, Louisenweg 109, ✉ 35, Inh: Ludw. Mock u. Alfred Cohrs [168, 1039, 490, 1101]
margin-fragment: e 22, [2, 309, 32, 324]
directory-entry: Mittgaard, N., Lehrer, Rellingerstr. 1, ✉ 31 [168, 192, 421, 207]
margin-fragment: B., [2, 371, 23, 386]
directory-entry: Moehl, Wwe, Bertha, Näherin, Ifflandstr. 38, H. 23, ✉ 24 [830, 947, 1152, 977]
directory-entry: Möhring, Aug., Arbtr., Stresowstr. 100, H. 4, ✉ 27 [1161, 793, 1455, 808]
